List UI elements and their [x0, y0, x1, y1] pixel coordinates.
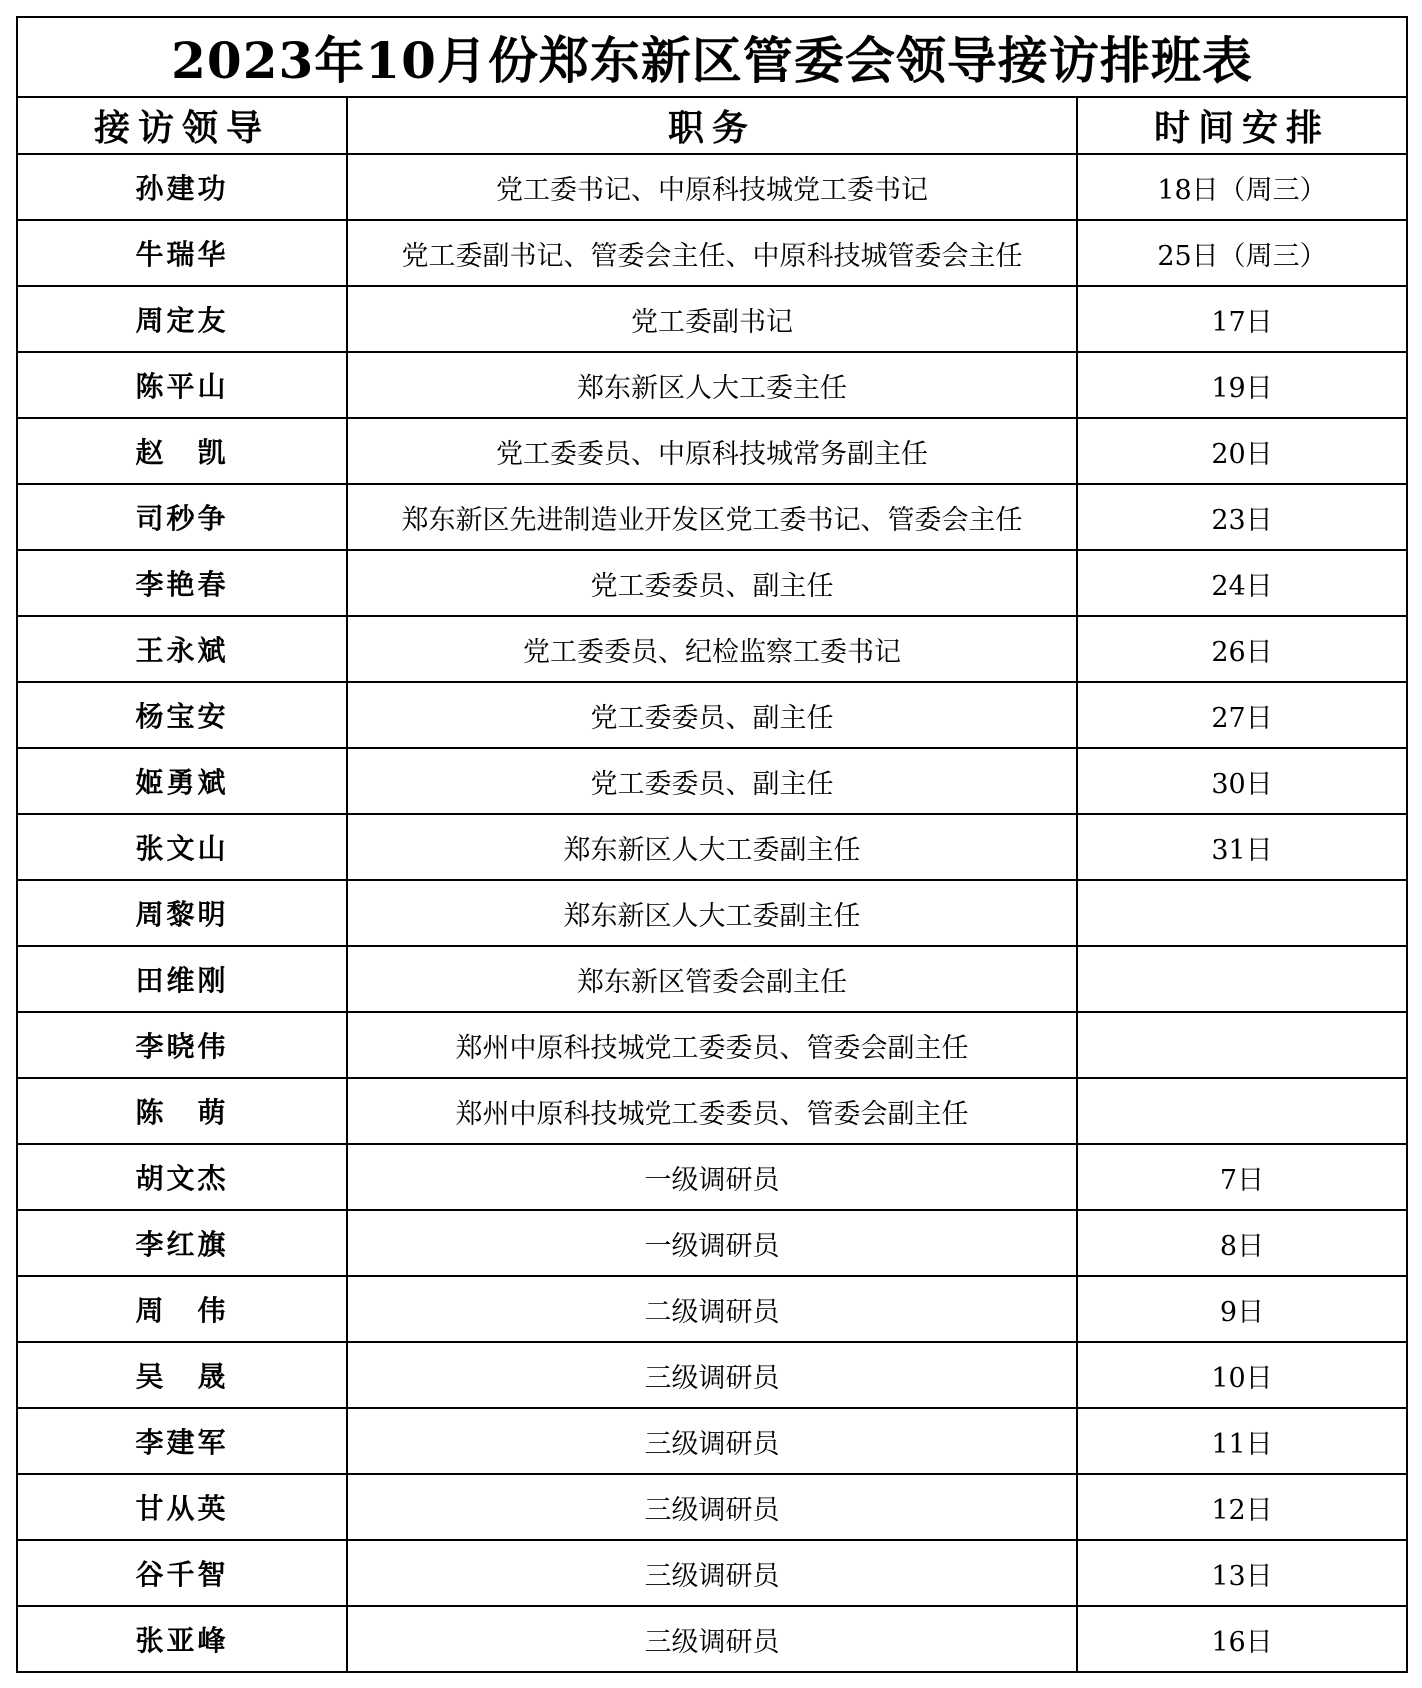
visit-time: 27日 — [1077, 682, 1407, 748]
leader-name: 牛瑞华 — [17, 220, 347, 286]
table-row — [17, 352, 1407, 418]
visit-time: 13日 — [1077, 1540, 1407, 1606]
visit-time — [1077, 1012, 1407, 1078]
leader-position: 三级调研员 — [347, 1408, 1077, 1474]
leader-position: 党工委委员、副主任 — [347, 550, 1077, 616]
leader-position: 郑州中原科技城党工委委员、管委会副主任 — [347, 1012, 1077, 1078]
leader-name: 李红旗 — [17, 1210, 347, 1276]
leader-name: 吴 晟 — [17, 1342, 347, 1408]
leader-name: 李艳春 — [17, 550, 347, 616]
table-row — [17, 1474, 1407, 1540]
visit-time: 23日 — [1077, 484, 1407, 550]
visit-time: 20日 — [1077, 418, 1407, 484]
visit-time: 16日 — [1077, 1606, 1407, 1672]
leader-name: 司秒争 — [17, 484, 347, 550]
leader-position: 郑东新区人大工委副主任 — [347, 814, 1077, 880]
title-row — [17, 17, 1407, 97]
leader-position: 三级调研员 — [347, 1342, 1077, 1408]
table-row — [17, 682, 1407, 748]
leader-name: 张亚峰 — [17, 1606, 347, 1672]
visit-time: 11日 — [1077, 1408, 1407, 1474]
leader-position: 三级调研员 — [347, 1540, 1077, 1606]
visit-time — [1077, 1078, 1407, 1144]
leader-name: 胡文杰 — [17, 1144, 347, 1210]
leader-name: 张文山 — [17, 814, 347, 880]
visit-time — [1077, 946, 1407, 1012]
schedule-table — [16, 16, 1408, 1673]
visit-time: 31日 — [1077, 814, 1407, 880]
leader-name: 杨宝安 — [17, 682, 347, 748]
leader-position: 党工委副书记、管委会主任、中原科技城管委会主任 — [347, 220, 1077, 286]
leader-position: 三级调研员 — [347, 1606, 1077, 1672]
leader-position: 郑东新区管委会副主任 — [347, 946, 1077, 1012]
visit-time: 24日 — [1077, 550, 1407, 616]
leader-name: 孙建功 — [17, 154, 347, 220]
table-row — [17, 946, 1407, 1012]
table-row — [17, 1144, 1407, 1210]
leader-name: 陈 萌 — [17, 1078, 347, 1144]
table-row — [17, 880, 1407, 946]
leader-position: 郑东新区人大工委副主任 — [347, 880, 1077, 946]
table-row — [17, 1342, 1407, 1408]
visit-time: 8日 — [1077, 1210, 1407, 1276]
leader-position: 党工委委员、副主任 — [347, 682, 1077, 748]
header-row — [17, 97, 1407, 154]
table-row — [17, 220, 1407, 286]
leader-name: 陈平山 — [17, 352, 347, 418]
table-row — [17, 616, 1407, 682]
visit-time: 18日（周三） — [1077, 154, 1407, 220]
leader-position: 郑州中原科技城党工委委员、管委会副主任 — [347, 1078, 1077, 1144]
leader-position: 党工委委员、纪检监察工委书记 — [347, 616, 1077, 682]
leader-position: 一级调研员 — [347, 1210, 1077, 1276]
column-header-position: 职务 — [347, 97, 1077, 154]
page-title: 2023年10月份郑东新区管委会领导接访排班表 — [17, 17, 1407, 97]
leader-name: 田维刚 — [17, 946, 347, 1012]
table-row — [17, 1078, 1407, 1144]
leader-name: 谷千智 — [17, 1540, 347, 1606]
leader-name: 姬勇斌 — [17, 748, 347, 814]
table-row — [17, 550, 1407, 616]
visit-time: 30日 — [1077, 748, 1407, 814]
visit-time: 12日 — [1077, 1474, 1407, 1540]
leader-name: 李建军 — [17, 1408, 347, 1474]
visit-time: 7日 — [1077, 1144, 1407, 1210]
table-row — [17, 154, 1407, 220]
table-row — [17, 1276, 1407, 1342]
leader-name: 周定友 — [17, 286, 347, 352]
leader-position: 郑东新区先进制造业开发区党工委书记、管委会主任 — [347, 484, 1077, 550]
table-row — [17, 814, 1407, 880]
leader-position: 党工委书记、中原科技城党工委书记 — [347, 154, 1077, 220]
column-header-leader: 接访领导 — [17, 97, 347, 154]
visit-time: 10日 — [1077, 1342, 1407, 1408]
leader-position: 党工委委员、副主任 — [347, 748, 1077, 814]
table-row — [17, 286, 1407, 352]
table-row — [17, 1540, 1407, 1606]
leader-position: 郑东新区人大工委主任 — [347, 352, 1077, 418]
leader-position: 三级调研员 — [347, 1474, 1077, 1540]
visit-time: 9日 — [1077, 1276, 1407, 1342]
visit-time: 25日（周三） — [1077, 220, 1407, 286]
column-header-time: 时间安排 — [1077, 97, 1407, 154]
leader-position: 二级调研员 — [347, 1276, 1077, 1342]
leader-name: 王永斌 — [17, 616, 347, 682]
leader-name: 周黎明 — [17, 880, 347, 946]
leader-position: 一级调研员 — [347, 1144, 1077, 1210]
leader-name: 周 伟 — [17, 1276, 347, 1342]
table-row — [17, 1012, 1407, 1078]
visit-time: 26日 — [1077, 616, 1407, 682]
leader-name: 赵 凯 — [17, 418, 347, 484]
table-row — [17, 748, 1407, 814]
table-row — [17, 1210, 1407, 1276]
table-row — [17, 1408, 1407, 1474]
table-row — [17, 418, 1407, 484]
leader-name: 李晓伟 — [17, 1012, 347, 1078]
leader-name: 甘从英 — [17, 1474, 347, 1540]
visit-time — [1077, 880, 1407, 946]
table-row — [17, 1606, 1407, 1672]
leader-position: 党工委副书记 — [347, 286, 1077, 352]
table-body — [17, 154, 1407, 1672]
leader-position: 党工委委员、中原科技城常务副主任 — [347, 418, 1077, 484]
visit-time: 17日 — [1077, 286, 1407, 352]
table-row — [17, 484, 1407, 550]
visit-time: 19日 — [1077, 352, 1407, 418]
